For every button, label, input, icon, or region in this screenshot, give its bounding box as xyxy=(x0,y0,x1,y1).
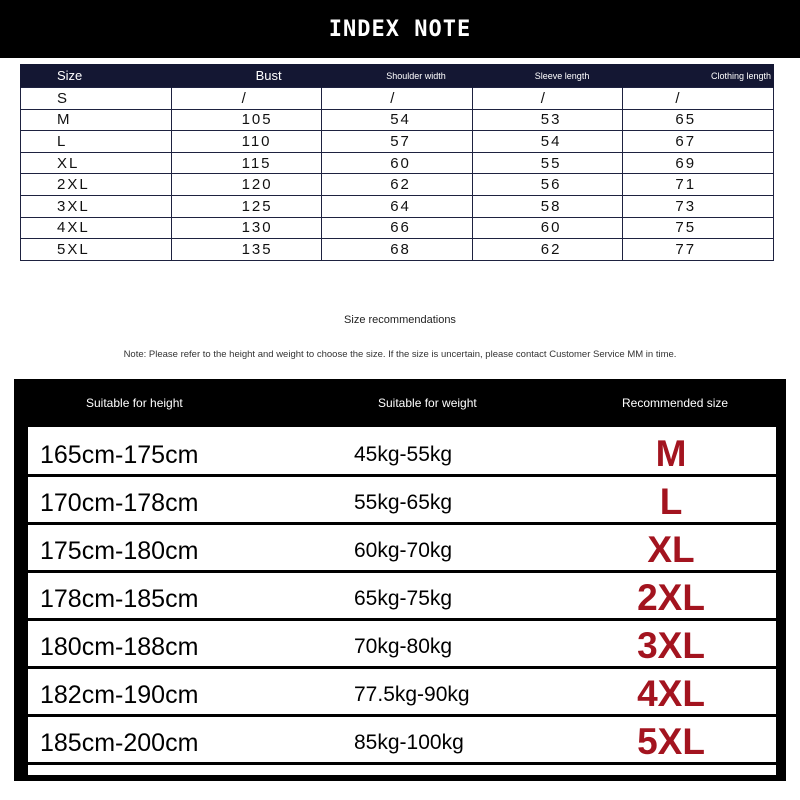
height-range: 170cm-178cm xyxy=(40,489,199,517)
cell-bust: 110 xyxy=(171,131,322,153)
cell-length: 71 xyxy=(623,174,774,196)
banner-title: INDEX NOTE xyxy=(328,16,472,42)
list-item xyxy=(28,715,776,765)
table-row xyxy=(21,152,774,174)
height-range: 180cm-188cm xyxy=(40,633,199,661)
height-range: 178cm-185cm xyxy=(40,585,199,613)
recommended-size: 4XL xyxy=(637,673,705,714)
table-row xyxy=(21,109,774,131)
weight-range: 85kg-100kg xyxy=(354,731,464,754)
height-range: 182cm-190cm xyxy=(40,681,199,709)
header-sleeve-length: Sleeve length xyxy=(472,64,623,88)
cell-size: 5XL xyxy=(21,239,172,261)
cell-length: / xyxy=(623,88,774,110)
cell-size: 3XL xyxy=(21,195,172,217)
cell-shoulder: 68 xyxy=(322,239,473,261)
list-item xyxy=(28,427,776,477)
cell-shoulder: 54 xyxy=(322,109,473,131)
list-item xyxy=(28,571,776,621)
cell-length: 75 xyxy=(623,217,774,239)
cell-bust: 135 xyxy=(171,239,322,261)
recommended-size: 2XL xyxy=(637,577,705,618)
cell-shoulder: 64 xyxy=(322,195,473,217)
cell-sleeve: 53 xyxy=(472,109,623,131)
recommendation-header xyxy=(14,379,786,427)
list-item xyxy=(28,619,776,669)
recommended-size: 3XL xyxy=(637,625,705,666)
list-item xyxy=(28,667,776,717)
table-row xyxy=(21,217,774,239)
table-row xyxy=(21,131,774,153)
list-item xyxy=(28,475,776,525)
cell-shoulder: 57 xyxy=(322,131,473,153)
recommended-size: M xyxy=(655,433,687,474)
recommended-size: L xyxy=(659,481,683,522)
cell-length: 65 xyxy=(623,109,774,131)
size-recommendations-title: Size recommendations xyxy=(344,314,456,326)
size-note: Note: Please refer to the height and weight to choose the size. If the size is uncertain, please contact Customer Service MM in time. xyxy=(123,349,677,360)
cell-size: XL xyxy=(21,152,172,174)
cell-sleeve: 62 xyxy=(472,239,623,261)
cell-shoulder: 62 xyxy=(322,174,473,196)
height-range: 175cm-180cm xyxy=(40,537,199,565)
cell-sleeve: 54 xyxy=(472,131,623,153)
table-row xyxy=(21,174,774,196)
recommendation-rows xyxy=(28,427,776,775)
header-bust: Bust xyxy=(171,64,322,88)
cell-size: 4XL xyxy=(21,217,172,239)
header-clothing-length: Clothing length xyxy=(623,64,774,88)
header-shoulder-width: Shoulder width xyxy=(322,64,473,88)
table-row xyxy=(21,239,774,261)
cell-length: 67 xyxy=(623,131,774,153)
recommendation-panel xyxy=(14,379,786,781)
cell-size: S xyxy=(21,88,172,110)
size-chart-table xyxy=(20,64,774,261)
height-range: 165cm-175cm xyxy=(40,441,199,469)
index-note-banner xyxy=(0,0,800,58)
cell-sleeve: 55 xyxy=(472,152,623,174)
weight-range: 45kg-55kg xyxy=(354,443,453,466)
recommended-size: 5XL xyxy=(637,721,705,762)
cell-size: L xyxy=(21,131,172,153)
cell-bust: 120 xyxy=(171,174,322,196)
cell-bust: 105 xyxy=(171,109,322,131)
list-item xyxy=(28,523,776,573)
cell-bust: 125 xyxy=(171,195,322,217)
cell-length: 69 xyxy=(623,152,774,174)
weight-range: 77.5kg-90kg xyxy=(354,683,470,706)
weight-range: 65kg-75kg xyxy=(354,587,453,610)
header-height: Suitable for height xyxy=(86,396,183,410)
cell-sleeve: 60 xyxy=(472,217,623,239)
cell-sleeve: 58 xyxy=(472,195,623,217)
weight-range: 60kg-70kg xyxy=(354,539,453,562)
cell-bust: / xyxy=(171,88,322,110)
header-recommended-size: Recommended size xyxy=(622,396,729,410)
cell-bust: 130 xyxy=(171,217,322,239)
cell-shoulder: 66 xyxy=(322,217,473,239)
table-row xyxy=(21,88,774,110)
cell-sleeve: 56 xyxy=(472,174,623,196)
weight-range: 70kg-80kg xyxy=(354,635,453,658)
cell-shoulder: / xyxy=(322,88,473,110)
recommended-size: XL xyxy=(647,529,695,570)
header-weight: Suitable for weight xyxy=(378,396,477,410)
cell-length: 73 xyxy=(623,195,774,217)
cell-size: M xyxy=(21,109,172,131)
header-size: Size xyxy=(21,64,172,88)
cell-length: 77 xyxy=(623,239,774,261)
size-chart-header-row xyxy=(21,64,774,88)
cell-shoulder: 60 xyxy=(322,152,473,174)
weight-range: 55kg-65kg xyxy=(354,491,453,514)
cell-size: 2XL xyxy=(21,174,172,196)
table-row xyxy=(21,195,774,217)
cell-sleeve: / xyxy=(472,88,623,110)
cell-bust: 115 xyxy=(171,152,322,174)
height-range: 185cm-200cm xyxy=(40,729,199,757)
